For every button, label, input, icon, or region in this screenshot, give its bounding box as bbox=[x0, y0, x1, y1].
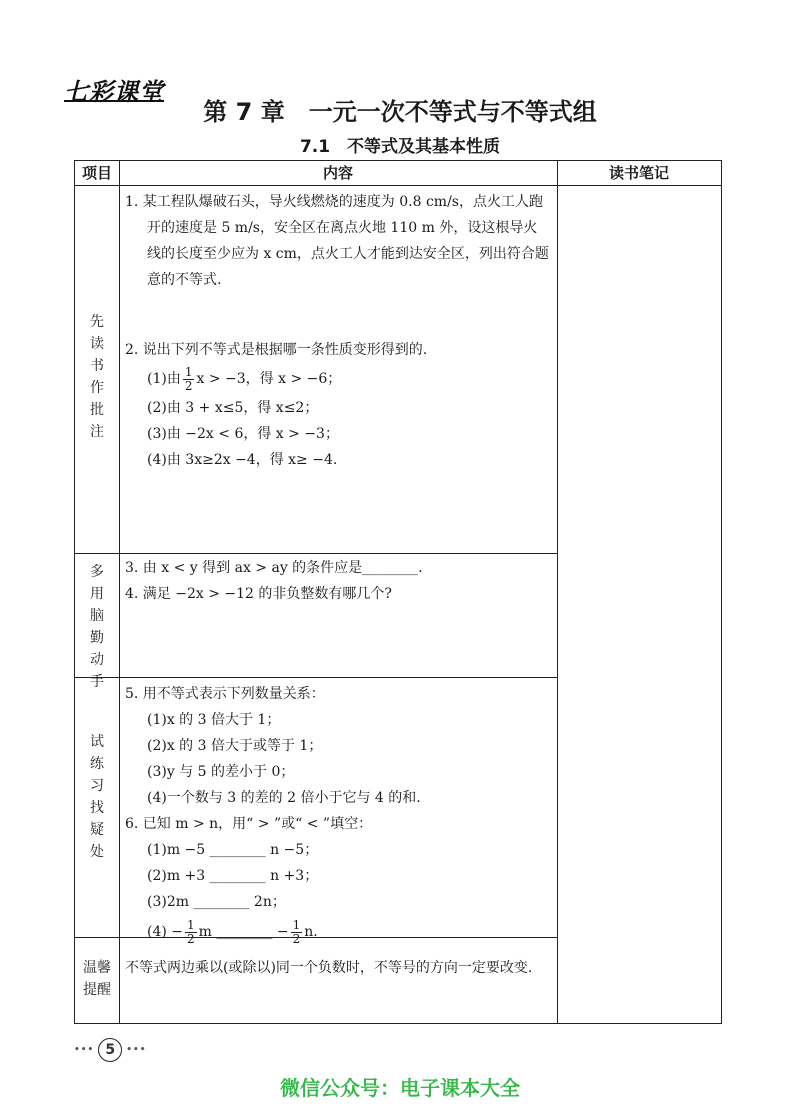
question-6-item-4: (4) − $\frac{1}{2}$ m ________ − $\frac{1}{2}$ n. bbox=[147, 917, 318, 946]
divider-item-col bbox=[119, 161, 120, 1023]
question-5-item-3: (3)y 与 5 的差小于 0； bbox=[147, 764, 295, 780]
question-6-item-3: (3)2m ________ 2n； bbox=[147, 894, 286, 910]
tip-section bbox=[125, 955, 550, 981]
question-2-item-4: (4)由 3x≥2x −4，得 x≥ −4. bbox=[147, 452, 338, 468]
question-2-stem: 2. 说出下列不等式是根据哪一条性质变形得到的. bbox=[125, 342, 428, 358]
page-dots-left: ••• bbox=[74, 1045, 95, 1055]
row-label-think: 多用脑 勤动手 bbox=[90, 564, 104, 690]
fraction-one-half: $\frac{1}{2}$ bbox=[184, 364, 193, 393]
think-section bbox=[125, 555, 550, 607]
tip-text: 不等式两边乘以(或除以)同一个负数时，不等号的方向一定要改变. bbox=[125, 960, 533, 976]
question-2-item-3: (3)由 −2x < 6，得 x > −3； bbox=[147, 426, 339, 442]
study-table bbox=[74, 160, 722, 1024]
question-6-item-2: (2)m +3 ________ n +3； bbox=[147, 868, 319, 884]
row-label-read: 先读书 作批注 bbox=[90, 314, 104, 440]
fraction-one-half-a: $\frac{1}{2}$ bbox=[187, 917, 195, 946]
question-4: 4. 满足 −2x > −12 的非负整数有哪几个? bbox=[125, 586, 392, 602]
divider-notes-col bbox=[557, 161, 558, 1023]
header-content: 内容 bbox=[322, 164, 353, 182]
watermark: 微信公众号：电子课本大全 bbox=[280, 1076, 520, 1100]
header-divider bbox=[75, 185, 721, 186]
read-section bbox=[125, 189, 550, 473]
question-5-item-4: (4)一个数与 3 的差的 2 倍小于它与 4 的和. bbox=[147, 790, 421, 806]
page-number bbox=[74, 1038, 147, 1062]
question-5-stem: 5. 用不等式表示下列数量关系： bbox=[125, 686, 325, 702]
section-title: 7.1 不等式及其基本性质 bbox=[299, 137, 501, 157]
row-label-tip: 温馨提醒 bbox=[83, 960, 111, 998]
question-2-item-2: (2)由 3 + x≤5，得 x≤2； bbox=[147, 400, 319, 416]
page-number-badge: 5 bbox=[98, 1038, 122, 1062]
question-2-item-1: (1)由 $\frac{1}{2}$ x > −3，得 x > −6； bbox=[147, 364, 342, 393]
row-divider-2 bbox=[75, 677, 557, 678]
header-notes: 读书笔记 bbox=[608, 164, 669, 182]
question-5-item-2: (2)x 的 3 倍大于或等于 1； bbox=[147, 738, 323, 754]
question-6-item-1: (1)m −5 ________ n −5； bbox=[147, 842, 319, 858]
question-3: 3. 由 x < y 得到 ax > ay 的条件应是________. bbox=[125, 560, 423, 576]
logo-text: 七彩课堂 bbox=[64, 78, 164, 106]
fraction-one-half-b: $\frac{1}{2}$ bbox=[292, 917, 301, 946]
header-item: 项目 bbox=[81, 164, 112, 182]
question-1: 1. 某工程队爆破石头，导火线燃烧的速度为 0.8 cm/s，点火工人跑开的速度是 5 m/s，安全区在离点火地 110 m 外，设这根导火线的长度至少应为 x cm，点火工人才能到达安全区，列出符合题意的不等式. bbox=[125, 194, 549, 288]
practice-section bbox=[125, 681, 550, 949]
question-5-item-1: (1)x 的 3 倍大于 1； bbox=[147, 712, 281, 728]
row-divider-1 bbox=[75, 553, 557, 554]
chapter-title: 第 7 章 一元一次不等式与不等式组 bbox=[203, 98, 597, 126]
question-6-stem: 6. 已知 m > n，用“ > ”或“ < ”填空： bbox=[125, 816, 373, 832]
page-dots-right: ••• bbox=[126, 1045, 147, 1055]
row-label-practice: 试练习 找疑处 bbox=[90, 734, 104, 860]
